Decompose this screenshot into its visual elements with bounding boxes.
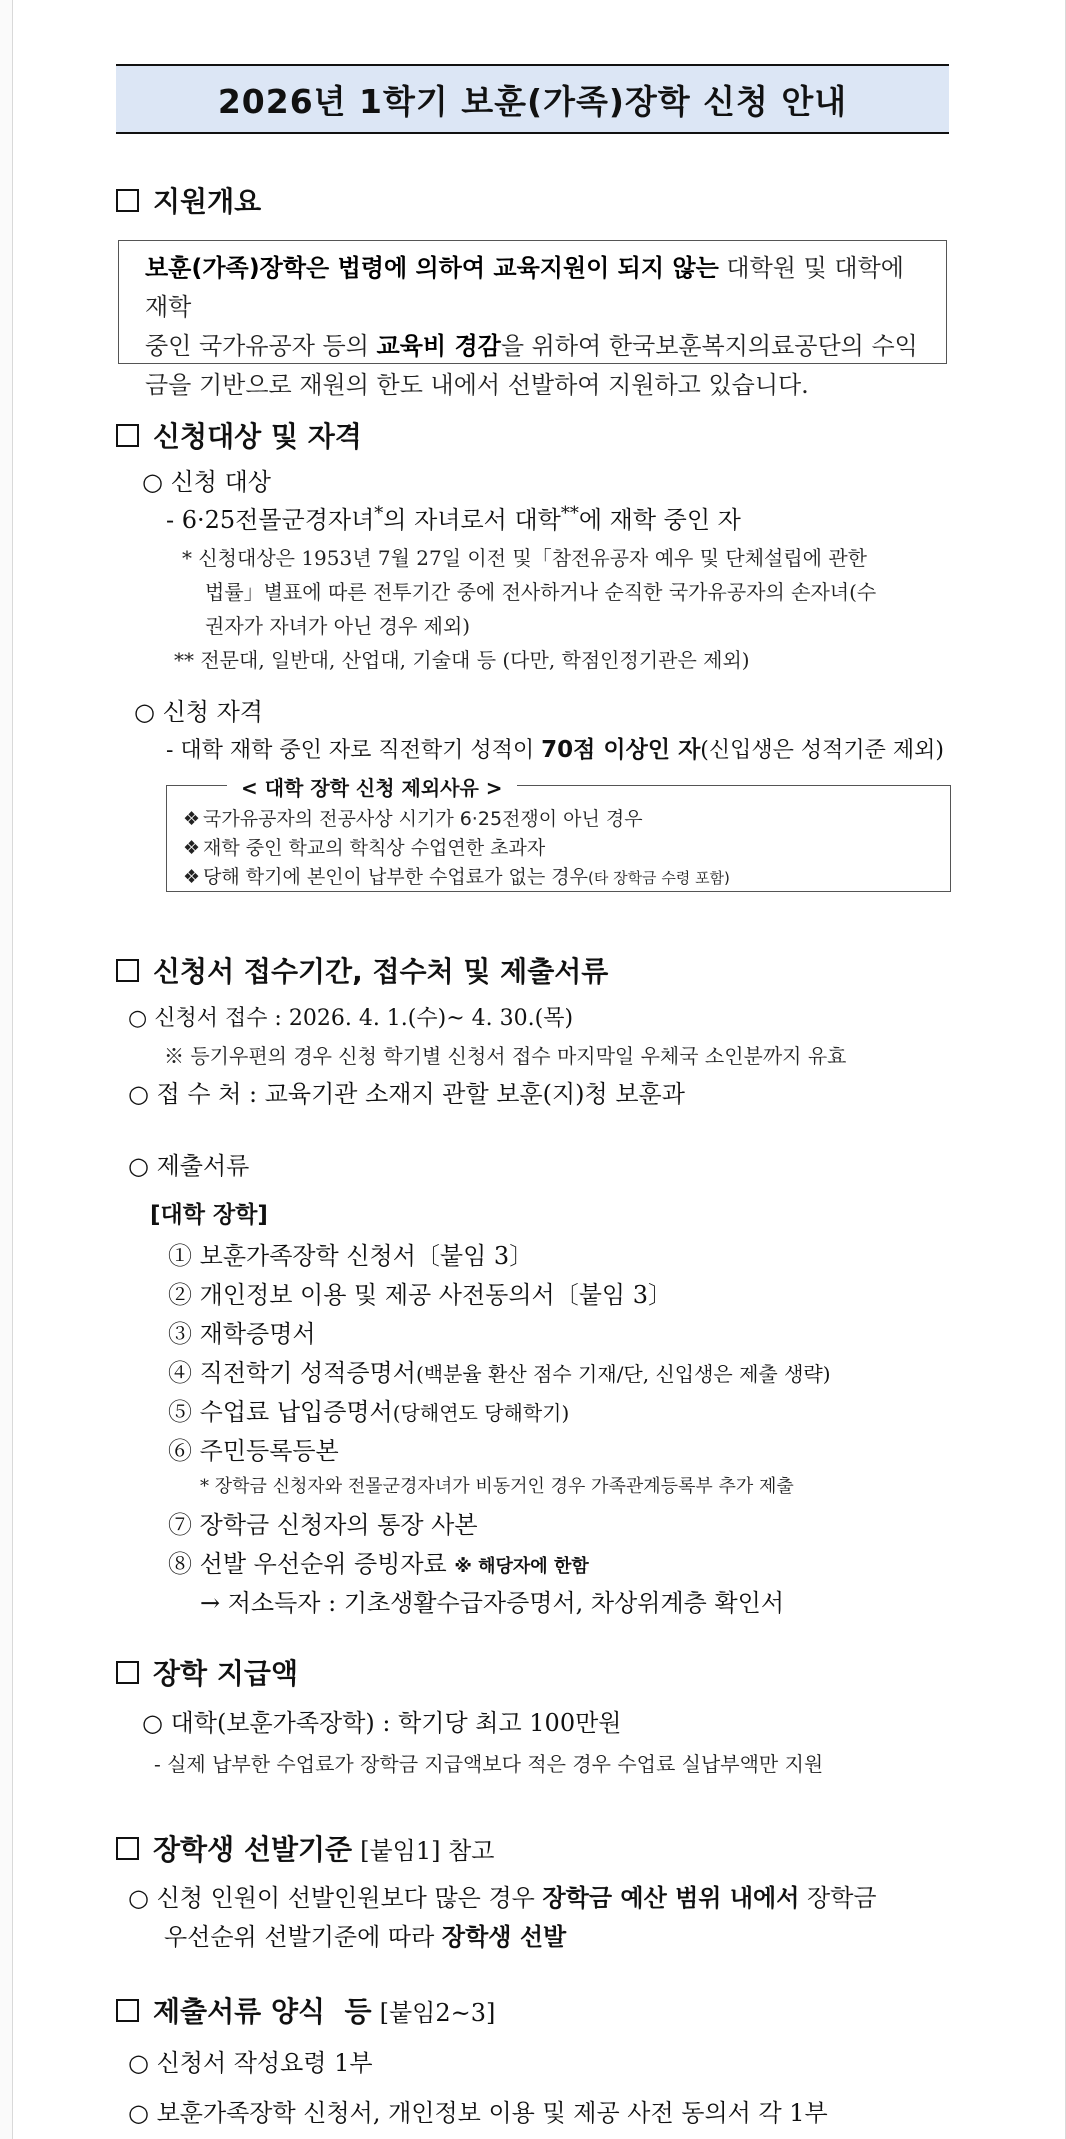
document-text: 보훈가족장학 신청서〔붙임 3〕 [199,1242,534,1270]
target-label: ○ 신청 대상 [142,468,271,496]
selection-text: 우선순위 선발기준에 따라 [164,1923,442,1951]
document-item [168,1236,533,1271]
document-number: ③ [168,1320,192,1348]
document-text: 선발 우선순위 증빙자료 [199,1550,455,1578]
amount-line-2: - 실제 납부한 수업료가 장학금 지급액보다 적은 경우 수업료 실납부액만 지원 [154,1752,824,1776]
document-item [168,1392,569,1427]
page-left-margin [0,0,13,2139]
document-number: ⑥ [168,1437,192,1465]
document-8-bold-note: ※ 해당자에 한함 [454,1556,589,1577]
footnote-2: ** 전문대, 일반대, 산업대, 기술대 등 (다만, 학점인정기관은 제외) [174,648,750,672]
checkbox-square-icon [116,424,139,447]
overview-line-2 [145,327,920,366]
document-number: ⑦ [168,1511,192,1539]
overview-text: 대학원 및 대학에 재학 [145,254,904,321]
footnote-1-line-1: * 신청대상은 1953년 7월 27일 이전 및「참전유공자 예우 및 단체설립에 관한 [182,546,867,570]
exclusion-item [183,804,643,831]
diamond-bullet-icon: ❖ [183,837,201,859]
document-title: 2026년 1학기 보훈(가족)장학 신청 안내 [116,64,949,134]
forms-line-2: ○ 보훈가족장학 신청서, 개인정보 이용 및 제공 사전 동의서 각 1부 [128,2099,828,2127]
document-item [168,1314,316,1349]
section-heading-text: 신청서 접수기간, 접수처 및 제출서류 [153,955,609,988]
document-number: ⑤ [168,1398,192,1426]
university-scholarship-label: [대학 장학] [150,1202,268,1228]
diamond-bullet-icon: ❖ [183,808,201,830]
document-8-sub: → 저소득자 : 기초생활수급자증명서, 차상위계층 확인서 [200,1589,785,1617]
document-number: ⑧ [168,1550,192,1578]
overview-box [118,240,947,399]
exclusion-item-note: (타 장학금 수령 포함) [587,869,730,887]
qualification-bold-text: 70점 이상인 자 [541,737,701,763]
section-heading-text: 제출서류 양식 등 [153,1995,372,2028]
target-line [166,500,741,535]
exclusion-box [166,776,951,892]
document-note: (당해연도 당해학기) [392,1401,570,1425]
qualification-label: ○ 신청 자격 [134,698,263,726]
document-text: 수업료 납입증명서 [199,1398,393,1426]
exclusion-title: < 대학 장학 신청 제외사유 > [227,772,517,801]
checkbox-square-icon [116,959,139,982]
section-reference: [붙임2~3] [379,1999,496,2027]
document-text: 주민등록등본 [199,1437,339,1465]
application-period: ○ 신청서 접수 : 2026. 4. 1.(수)~ 4. 30.(목) [128,1006,574,1031]
checkbox-square-icon [116,1837,139,1860]
document-text: 장학금 신청자의 통장 사본 [199,1511,478,1539]
document-item [168,1275,672,1310]
selection-line-2 [164,1917,566,1952]
section-heading-eligibility [116,415,362,455]
section-heading-overview [116,180,261,220]
document-item [168,1505,478,1540]
document-number: ① [168,1242,192,1270]
section-heading-text: 신청대상 및 자격 [153,420,362,453]
section-heading-text: 장학생 선발기준 [153,1833,353,1866]
document-text: 직전학기 성적증명서 [199,1359,416,1387]
selection-bold-text: 장학생 선발 [441,1923,567,1951]
footnote-1-line-3: 권자가 자녀가 아닌 경우 제외) [205,614,471,638]
amount-line-1: ○ 대학(보훈가족장학) : 학기당 최고 100만원 [142,1709,622,1737]
selection-text: 장학금 [799,1884,877,1912]
application-place: ○ 접 수 처 : 교육기관 소재지 관할 보훈(지)청 보훈과 [128,1080,685,1108]
overview-bold-text: 교육비 경감 [376,332,501,360]
document-6-note: * 장학금 신청자와 전몰군경자녀가 비동거인 경우 가족관계등록부 추가 제출 [200,1476,794,1497]
document-item [168,1353,831,1388]
overview-bold-text: 보훈(가족)장학은 법령에 의하여 교육지원이 되지 않는 [145,254,719,282]
selection-line-1 [128,1878,877,1913]
document-note: (백분율 환산 점수 기재/단, 신입생은 제출 생략) [415,1362,831,1386]
target-text: - 6·25전몰군경자녀 [166,506,375,534]
application-period-note: ※ 등기우편의 경우 신청 학기별 신청서 접수 마지막일 우체국 소인분까지 유효 [164,1044,847,1068]
document-number: ② [168,1281,192,1309]
exclusion-item [183,862,730,889]
qualification-text: (신입생은 성적기준 제외) [700,738,944,763]
checkbox-square-icon [116,1999,139,2022]
footnote-mark: * [374,503,384,524]
qualification-line [166,731,944,764]
overview-line-1 [145,249,920,327]
document-item [168,1431,339,1466]
checkbox-square-icon [116,189,139,212]
document-text: 개인정보 이용 및 제공 사전동의서〔붙임 3〕 [199,1281,672,1309]
section-heading-selection [116,1828,494,1868]
section-reference: [붙임1] 참고 [360,1837,495,1865]
overview-text: 을 위하여 한국보훈복지의료공단의 수익 [500,332,918,360]
overview-line-3: 금을 기반으로 재원의 한도 내에서 선발하여 지원하고 있습니다. [145,371,809,399]
document-number: ④ [168,1359,192,1387]
exclusion-item-text: 국가유공자의 전공사상 시기가 6·25전쟁이 아닌 경우 [203,808,643,830]
footnote-1-line-2: 법률」별표에 따른 전투기간 중에 전사하거나 순직한 국가유공자의 손자녀(수 [205,580,877,604]
section-heading-text: 장학 지급액 [153,1657,298,1690]
forms-line-1: ○ 신청서 작성요령 1부 [128,2049,373,2077]
exclusion-item [183,833,545,860]
exclusion-item-text: 당해 학기에 본인이 납부한 수업료가 없는 경우 [203,866,588,888]
document-item [168,1544,589,1579]
section-heading-amount [116,1652,298,1692]
selection-text: ○ 신청 인원이 선발인원보다 많은 경우 [128,1884,543,1912]
diamond-bullet-icon: ❖ [183,866,201,888]
section-heading-forms [116,1990,495,2030]
section-heading-text: 지원개요 [153,185,262,218]
section-heading-application [116,950,608,990]
exclusion-item-text: 재학 중인 학교의 학칙상 수업연한 초과자 [203,837,546,859]
footnote-mark: ** [560,503,579,524]
document-text: 재학증명서 [199,1320,316,1348]
target-text: 의 자녀로서 대학 [383,506,561,534]
qualification-text: - 대학 재학 중인 자로 직전학기 성적이 [166,738,542,763]
checkbox-square-icon [116,1661,139,1684]
documents-label: ○ 제출서류 [128,1152,250,1180]
selection-bold-text: 장학금 예산 범위 내에서 [542,1884,800,1912]
overview-text: 중인 국가유공자 등의 [145,332,377,360]
target-text: 에 재학 중인 자 [578,506,741,534]
